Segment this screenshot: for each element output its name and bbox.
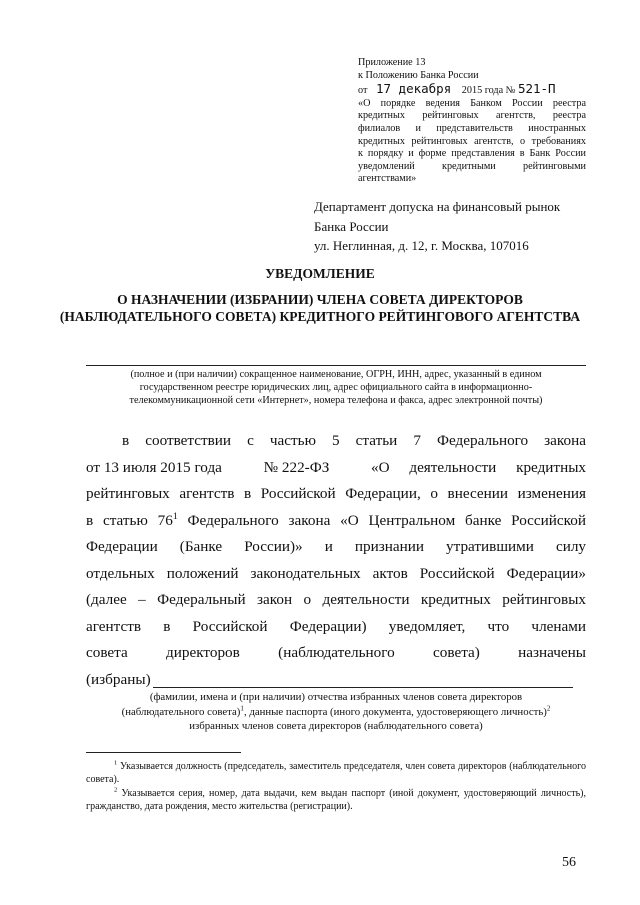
attachment-title-line: уведомлений кредитными рейтинговыми bbox=[358, 160, 586, 172]
notification-body bbox=[86, 428, 586, 693]
attachment-line-1: Приложение 13 bbox=[358, 57, 426, 68]
subtitle-line: (НАБЛЮДАТЕЛЬНОГО СОВЕТА) КРЕДИТНОГО РЕЙТИНГОВОГО АГЕНТСТВА bbox=[59, 309, 581, 324]
subtitle-line: О НАЗНАЧЕНИИ (ИЗБРАНИИ) ЧЛЕНА СОВЕТА ДИРЕКТОРОВ bbox=[117, 292, 523, 307]
organization-blank-line bbox=[86, 365, 586, 366]
footnote-mark: 2 bbox=[114, 786, 118, 794]
body-line bbox=[86, 455, 586, 482]
body-fragment: в статью 76 bbox=[86, 511, 173, 529]
footnote-mark: 1 bbox=[114, 759, 118, 767]
attachment-title-line: кредитных рейтинговых агентств, реестра bbox=[358, 110, 586, 122]
body-line: отдельных положений законодательных актов Российской Федерации» bbox=[86, 564, 586, 582]
body-line bbox=[86, 508, 586, 535]
law-date: от 13 июля 2015 года bbox=[86, 458, 222, 476]
organization-note-line: государственном реестре юридических лиц, адрес официального сайта в информационно- bbox=[139, 382, 533, 393]
organization-note-line: (полное и (при наличии) сокращенное наименование, ОГРН, ИНН, адрес, указанный в едином bbox=[130, 369, 542, 380]
attachment-title-line: агентствами» bbox=[358, 173, 417, 185]
footnote bbox=[86, 787, 586, 813]
department-address bbox=[314, 197, 614, 256]
body-line: совета директоров (наблюдательного совета) назначены bbox=[86, 644, 586, 661]
attachment-header bbox=[358, 57, 586, 186]
law-title-start: «О деятельности кредитных bbox=[371, 458, 586, 476]
body-line: агентств в Российской Федерации) уведомляет, что членами bbox=[86, 617, 586, 635]
body-line: Федерации (Банке России)» и признании утратившими силу bbox=[86, 538, 586, 555]
handwritten-date: 17 декабря bbox=[375, 81, 452, 97]
document-title: УВЕДОМЛЕНИЕ bbox=[265, 266, 375, 281]
attachment-title-line: «О порядке ведения Банком России реестра bbox=[358, 97, 586, 109]
attachment-date-line bbox=[358, 83, 586, 98]
attachment-title-line: кредитных рейтинговых агентств, о требованиях bbox=[358, 135, 586, 147]
note-fragment: (наблюдательного совета) bbox=[121, 705, 241, 718]
organization-note-line: телекоммуникационной сети «Интернет», номера телефона и факса, адрес электронной почты) bbox=[129, 395, 543, 406]
organization-note bbox=[86, 368, 586, 407]
date-prefix: от bbox=[358, 85, 368, 97]
year-text: 2015 года № bbox=[461, 85, 516, 97]
members-note-line: избранных членов совета директоров (наблюдательного совета) bbox=[189, 720, 483, 732]
superscript: 2 bbox=[546, 703, 551, 712]
department-line: Департамент допуска на финансовый рынок bbox=[314, 199, 561, 214]
body-fragment: (избраны) bbox=[86, 670, 151, 688]
members-blank-line bbox=[153, 687, 573, 688]
body-fragment: Федерального закона «О Центральном банке Российской bbox=[177, 511, 586, 529]
body-line: в соответствии с частью 5 статьи 7 Федерального закона bbox=[122, 432, 586, 449]
department-line: ул. Неглинная, д. 12, г. Москва, 107016 bbox=[314, 238, 529, 253]
superscript: 1 bbox=[240, 703, 244, 712]
note-fragment: , данные паспорта (иного документа, удостоверяющего личность) bbox=[243, 705, 547, 718]
members-note-line bbox=[86, 705, 586, 720]
handwritten-number: 521-П bbox=[517, 81, 556, 97]
attachment-title-line: филиалов и представительств иностранных bbox=[358, 122, 586, 134]
members-note bbox=[86, 690, 586, 734]
superscript: 1 bbox=[172, 510, 178, 522]
department-line: Банка России bbox=[314, 218, 389, 234]
body-line: рейтинговых агентств в Российской Федерации, о внесении изменения bbox=[86, 485, 586, 502]
attachment-line-2: к Положению Банка России bbox=[358, 69, 479, 81]
document-subtitle bbox=[0, 291, 640, 325]
body-line: (далее – Федеральный закон о деятельности кредитных рейтинговых bbox=[86, 591, 586, 608]
attachment-title-line: к порядку и форме представления в Банк России bbox=[358, 148, 586, 160]
footnote-text: Указывается серия, номер, дата выдачи, кем выдан паспорт (иной документ, удостоверяющий личность), гражданство, дата рождения, место жительства (регистрации). bbox=[86, 788, 586, 812]
members-note-line: (фамилии, имена и (при наличии) отчества избранных членов совета директоров bbox=[149, 691, 523, 703]
law-number: № 222-ФЗ bbox=[263, 458, 330, 476]
footnote-text: Указывается должность (председатель, заместитель председателя, член совета директоров (наблюдательного совета). bbox=[86, 761, 587, 785]
footnote-separator bbox=[86, 752, 241, 753]
page-number: 56 bbox=[562, 855, 576, 870]
footnote bbox=[86, 760, 586, 786]
